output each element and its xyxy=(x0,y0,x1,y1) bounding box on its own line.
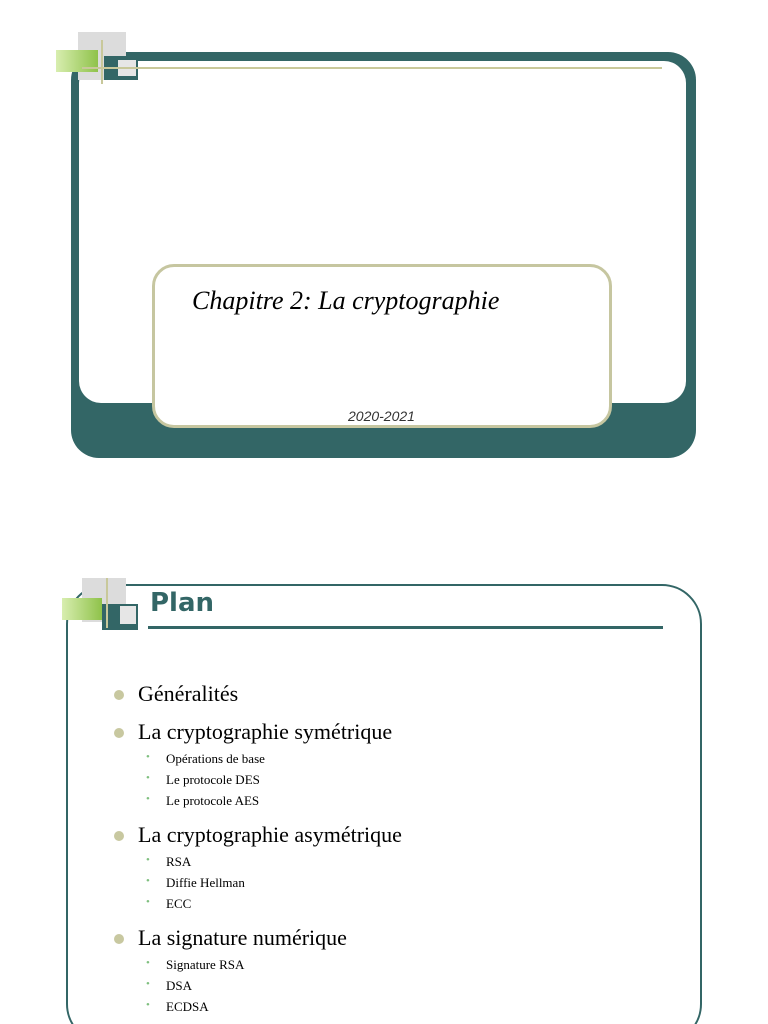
sub-item-label: RSA xyxy=(166,854,192,869)
bullet-icon xyxy=(114,690,124,700)
sub-item-label: Signature RSA xyxy=(166,957,245,972)
bullet-icon xyxy=(114,831,124,841)
sub-bullet-icon: • xyxy=(146,978,150,990)
outline-item-label: La cryptographie asymétrique xyxy=(138,822,402,847)
corner-deco-square-green xyxy=(62,598,102,620)
sub-bullet-icon: • xyxy=(146,793,150,805)
sub-item-label: ECC xyxy=(166,896,192,911)
sub-item xyxy=(114,769,674,790)
plan-outline xyxy=(114,680,674,1024)
corner-deco-rule-vertical xyxy=(101,40,103,84)
slide-year: 2020-2021 xyxy=(348,408,415,424)
outline-section xyxy=(114,718,674,811)
sub-item-label: Opérations de base xyxy=(166,751,265,766)
sub-bullet-icon: • xyxy=(146,772,150,784)
bullet-icon xyxy=(114,728,124,738)
sub-bullet-icon: • xyxy=(146,999,150,1011)
sub-list xyxy=(114,851,674,914)
sub-item-label: ECDSA xyxy=(166,999,209,1014)
sub-item-label: Le protocole AES xyxy=(166,793,260,808)
outline-item xyxy=(114,924,674,952)
sub-bullet-icon: • xyxy=(146,875,150,887)
sub-bullet-icon: • xyxy=(146,854,150,866)
sub-item-label: Diffie Hellman xyxy=(166,875,245,890)
outline-section xyxy=(114,680,674,708)
sub-item xyxy=(114,975,674,996)
sub-item xyxy=(114,996,674,1017)
outline-item-label: La signature numérique xyxy=(138,925,347,950)
slide-title: Chapitre 2: La cryptographie xyxy=(192,286,500,315)
outline-section xyxy=(114,924,674,1017)
corner-deco-square-light xyxy=(120,606,136,624)
sub-list xyxy=(114,954,674,1017)
corner-deco-rule-vertical xyxy=(106,578,108,628)
sub-item xyxy=(114,954,674,975)
corner-deco-rule-horizontal xyxy=(82,67,662,69)
sub-bullet-icon: • xyxy=(146,896,150,908)
plan-title-rule xyxy=(148,626,663,629)
outline-item xyxy=(114,680,674,708)
outline-item xyxy=(114,718,674,746)
sub-item-label: Le protocole DES xyxy=(166,772,260,787)
bullet-icon xyxy=(114,934,124,944)
outline-item xyxy=(114,821,674,849)
sub-item xyxy=(114,872,674,893)
plan-title: Plan xyxy=(150,588,215,618)
sub-item-label: DSA xyxy=(166,978,193,993)
sub-item xyxy=(114,790,674,811)
outline-section xyxy=(114,821,674,914)
sub-item xyxy=(114,851,674,872)
sub-bullet-icon: • xyxy=(146,957,150,969)
sub-list xyxy=(114,748,674,811)
sub-item xyxy=(114,748,674,769)
outline-item-label: La cryptographie symétrique xyxy=(138,719,393,744)
sub-item xyxy=(114,893,674,914)
sub-bullet-icon: • xyxy=(146,751,150,763)
outline-item-label: Généralités xyxy=(138,681,239,706)
